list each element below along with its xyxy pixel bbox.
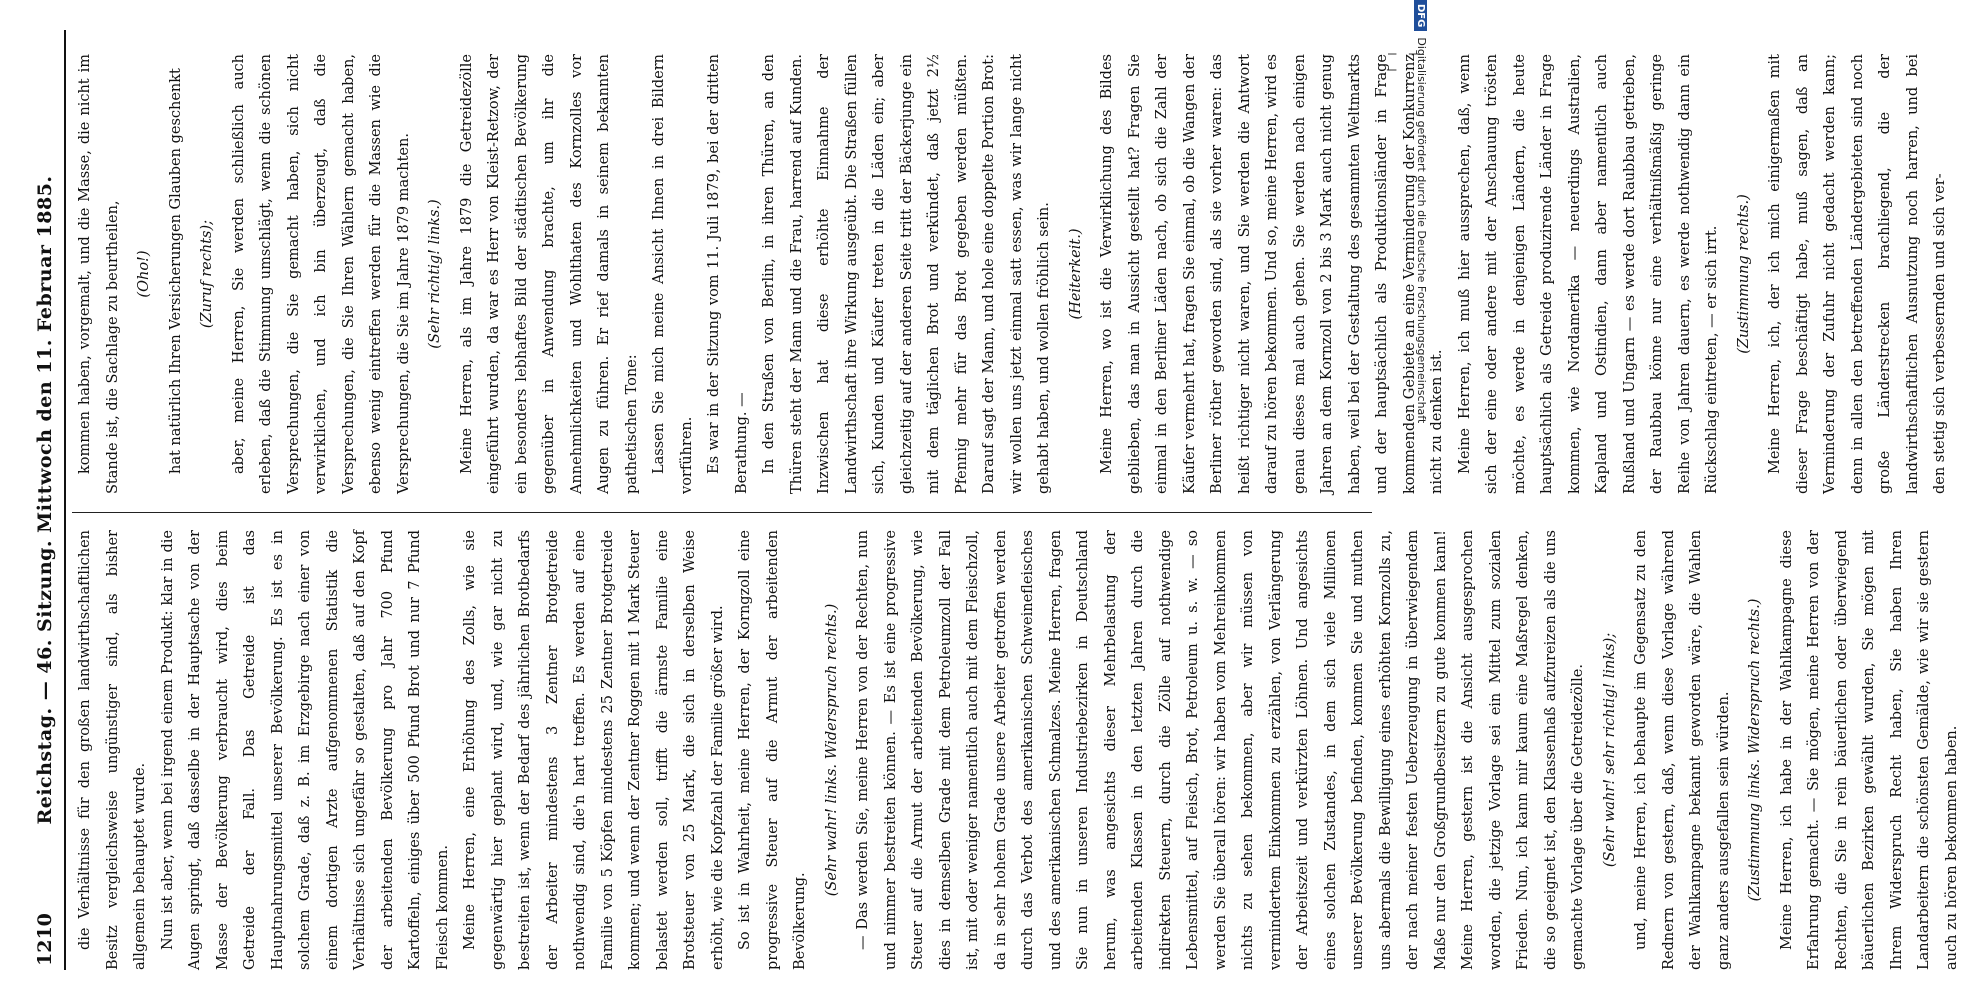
right-column-interjection: (Heiterkeit.) [1067, 228, 1084, 320]
left-column-paragraph: und, meine Herren, ich behaupte im Gegensatz zu den Rednern von gestern, daß, wenn diese Vorlage während der Wahlkampagne bekannt geworden wäre, die Wahlen ganz anders ausgefallen sein würden. [1633, 530, 1732, 970]
margin-marks: – – – [1388, 46, 1420, 78]
right-column-paragraph: Meine Herren, ich, der ich mich einigermaßen mit dieser Frage beschäftigt habe, muß sagen, daß an Verminderung der Zufuhr nicht gedacht werden kann; denn in allen den betreffenden Ländergebieten sind noch große Länderstrecken brachliegend, die der landwirthschaftlichen Ausnutzung noch harren, und bei den stetig sich verbessernden und sich ver- [1767, 54, 1948, 494]
dfg-attribution-text: Digitalisierung gefördert durch die Deutsche Forschungsgemeinschaft [1415, 37, 1428, 424]
left-column-paragraph: Nun ist aber, wenn bei irgend einem Produkt: klar in die Augen springt, daß dasselbe in der Hauptsache von der Masse der Bevölkerung verbraucht wird, dies beim Getreide der Fall. Das Getreide ist das Hauptnahrungsmittel unserer Bevölkerung. Es ist es in solchem Grade, daß z. B. im Erzgebirge nach einer von einem dortigen Arzte aufgenommenen Statistik die Verhältnisse sich ungefähr so gestalten, daß auf den Kopf der arbeitenden Bevölkerung pro Jahr 700 Pfund Kartoffeln, einiges über 500 Pfund Brot und nur 7 Pfund Fleisch kommen. [159, 530, 451, 970]
header-title: Reichstag. — 46. Sitzung. Mittwoch den 11. Februar 1885. [34, 175, 56, 825]
left-column-paragraph: So ist in Wahrheit, meine Herren, der Korngzoll eine progressive Steuer auf die Armut der arbeitenden Bevölkerung. [737, 530, 808, 970]
page-header [28, 30, 66, 970]
left-column-paragraph: — Das werden Sie, meine Herren von der Rechten, nun und nimmer bestreiten können. — Es ist eine progressive Steuer auf die Armut der arbeitenden Bevölkerung, wie dies in demselben Grade mit dem Petroleumzoll der Fall ist, mit oder weniger namentlich auch mit dem Fleischzoll, da in sehr hohem Grade unsere Arbeiter getroffen werden durch das Verbot des amerikanischen Schweinefleisches und des amerikanischen Schmalzes. Meine Herren, fragen Sie nun in unseren Industriebezirken in Deutschland herum, was angesichts dieser Mehrbelastung der arbeitenden Klassen in den letzten Jahren durch die indirekten Steuern, durch die Zölle auf nothwendige Lebensmittel, auf Fleisch, Brot, Petroleum u. s. w. — so werden Sie überall hören: wir haben vom Mehreinkommen nichts zu sehen bekommen, aber wir müssen von vermindertem Einkommen zu erzählen, von Verlängerung der Arbeitszeit und verkürzten Löhnen. Und angesichts eines solchen Zustandes, in dem sich viele Millionen unserer Bevölkerung befinden, kommen Sie und muthen uns abermals die Bewilligung eines erhöhten Kornzolls zu, der nach meiner festen Ueberzeugung in überwiegendem Maße nur den Großgrundbesitzern zu gute kommen kann! Meine Herren, gestern ist die Ansicht ausgesprochen worden, die jetzige Vorlage sei ein Mittel zum sozialen Frieden. Nun, ich kann mir kaum eine Maßregel denken, die so geeignet ist, den Klassenhaß aufzureizen als die uns gemachte Vorlage über die Getreidezölle. [855, 530, 1586, 970]
dfg-logo-badge: DFG [1414, 0, 1427, 31]
right-column-interjection: (Sehr richtig! links.) [427, 199, 443, 349]
right-column-paragraph: Lassen Sie mich meine Ansicht Ihnen in drei Bildern vorführen. [651, 54, 695, 494]
right-column-paragraph: kommen haben, vorgemalt, und die Masse, die nicht im Stande ist, die Sachlage zu beurtheilen, [77, 54, 121, 494]
left-column-interjection: (Sehr wahr! sehr richtig! links); [1601, 632, 1618, 868]
column-divider [72, 512, 1372, 513]
right-column-paragraph: Meine Herren, als im Jahre 1879 die Getreidezölle eingeführt wurden, da war es Herr von Kleist-Retzow, der ein besonders lebhaftes Bild der städtischen Bevölkerung gegenüber in Anwendung brachte, um ihr die Annehmlichkeiten und Wohlthaten des Kornzolles vor Augen zu führen. Er rief damals in seinem bekannten pathetischen Tone: [458, 54, 640, 494]
right-column-interjection: (Zuruf rechts); [199, 219, 215, 329]
right-column-paragraph: hat natürlich Ihren Versicherungen Glauben geschenkt [167, 68, 184, 474]
left-column [72, 530, 1960, 970]
dfg-attribution [1414, 0, 1428, 423]
left-column-interjection: (Sehr wahr! links. Widerspruch rechts.) [823, 603, 840, 897]
right-column-paragraph: Meine Herren, wo ist die Verwirklichung des Bildes geblieben, das man in Aussicht gestellt hat? Fragen Sie einmal in den Berliner Läden nach, ob sich die Zahl der Käufer vermehrt hat, fragen Sie einmal, ob die Wangen der Berliner röther geworden sind, als sie vorher waren: das heißt richtiger nicht waren, und Sie werden die Antwort darauf zu hören bekommen. Und so, meine Herren, wird es genau dieses mal auch gehen. Sie werden nach einigen Jahren an dem Kornzoll von 2 bis 3 Mark auch nicht genug haben, weil bei der Gestaltung des gesammten Weltmarkts und der hauptsächlich als Produktionsländer in Frage kommenden Gebiete an eine Verminderung der Konkurrenz nicht zu denken ist. [1099, 54, 1445, 494]
right-column-paragraph: Meine Herren, ich muß hier aussprechen, daß, wenn sich der eine oder andere mit der Anschauung trösten möchte, es werde in denjenigen Ländern, die heute hauptsächlich als Getreide produzirende Länder in Frage kommen, wie Nordamerika — neuerdings Australien, Kapland und Ostindien, dann aber namentlich auch Rußland und Ungarn — es werde dort Raubbau getrieben, der Raubbau könne nur eine verhältnißmäßig geringe Reihe von Jahren dauern, es werde nothwendig dann ein Rückschlag eintreten, — er sich irrt. [1456, 54, 1720, 494]
right-column-paragraph: aber, meine Herren, Sie werden schließlich auch erleben, daß die Stimmung umschlägt, wenn die schönen Versprechungen, die Sie gemacht haben, sich nicht verwirklichen, und ich bin überzeugt, daß die Versprechungen, die Sie Ihren Wählern gemacht haben, ebenso wenig eintreffen werden für die Massen wie die Versprechungen, die Sie im Jahre 1879 machten. [230, 54, 412, 494]
left-column-interjection: (Zustimmung links. Widerspruch rechts.) [1747, 598, 1763, 902]
right-column-interjection: (Zustimmung rechts.) [1735, 194, 1752, 354]
right-column-interjection: (Oho!) [136, 250, 152, 298]
right-column-paragraph: In den Straßen von Berlin, in ihren Thüren, an den Thüren steht der Mann und die Frau, harrend auf Kunden. Inzwischen hat diese erhöhte Einnahme der Landwirthschaft ihre Wirkung ausgeübt. Die Straßen füllen sich, Kunden und Käufer treten in die Läden ein; aber gleichzeitig auf der anderen Seite tritt der Bäckerjunge ein mit dem täglichen Brot und verkündet, daß jetzt 2½ Pfennig mehr für das Brot gegeben werden müßten. Darauf sagt der Mann, und hole eine doppelte Portion Brot: wir wollen uns jetzt einmal satt essen, was wir lange nicht gehabt haben, und wollen fröhlich sein. [761, 54, 1052, 494]
left-column-paragraph: die Verhältnisse für den großen landwirthschaftlichen Besitz vergleichsweise ungünstiger sind, als bisher allgemein behauptet wurde. [77, 530, 148, 970]
left-column-paragraph: Meine Herren, eine Erhöhung des Zolls, wie sie gegenwärtig hier geplant wird, und, wie gar nicht zu bestreiten ist, wenn der Bedarf des jährlichen Brotbedarfs der Arbeiter mindestens 3 Zentner Brotgetreide nothwendig sind, die'n hart treffen. Es werden auf eine Familie von 5 Köpfen mindestens 25 Zentner Brotgetreide kommen; und wenn der Zentner Roggen mit 1 Mark Steuer belastet werden soll, trifft die ärmste Familie eine Brotsteuer von 25 Mark, die sich in derselben Weise erhöht, wie die Kopfzahl der Familie größer wird. [462, 530, 726, 970]
right-column-paragraph: Es war in der Sitzung vom 11. Juli 1879, bei der dritten Berathung. — [706, 54, 750, 494]
left-column-paragraph: Meine Herren, ich habe in der Wahlkampagne diese Erfahrung gemacht. — Sie mögen, meine Herren von der Rechten, die Sie in rein bäuerlichen oder überwiegend bäuerlichen Bezirken gewählt wurden, Sie mögen mit Ihrem Widerspruch Recht haben, Sie haben Ihren Landarbeitern die schönsten Gemälde, wie wir sie gestern auch zu hören bekommen haben. [1778, 530, 1960, 970]
page-number: 1210 [34, 913, 56, 966]
